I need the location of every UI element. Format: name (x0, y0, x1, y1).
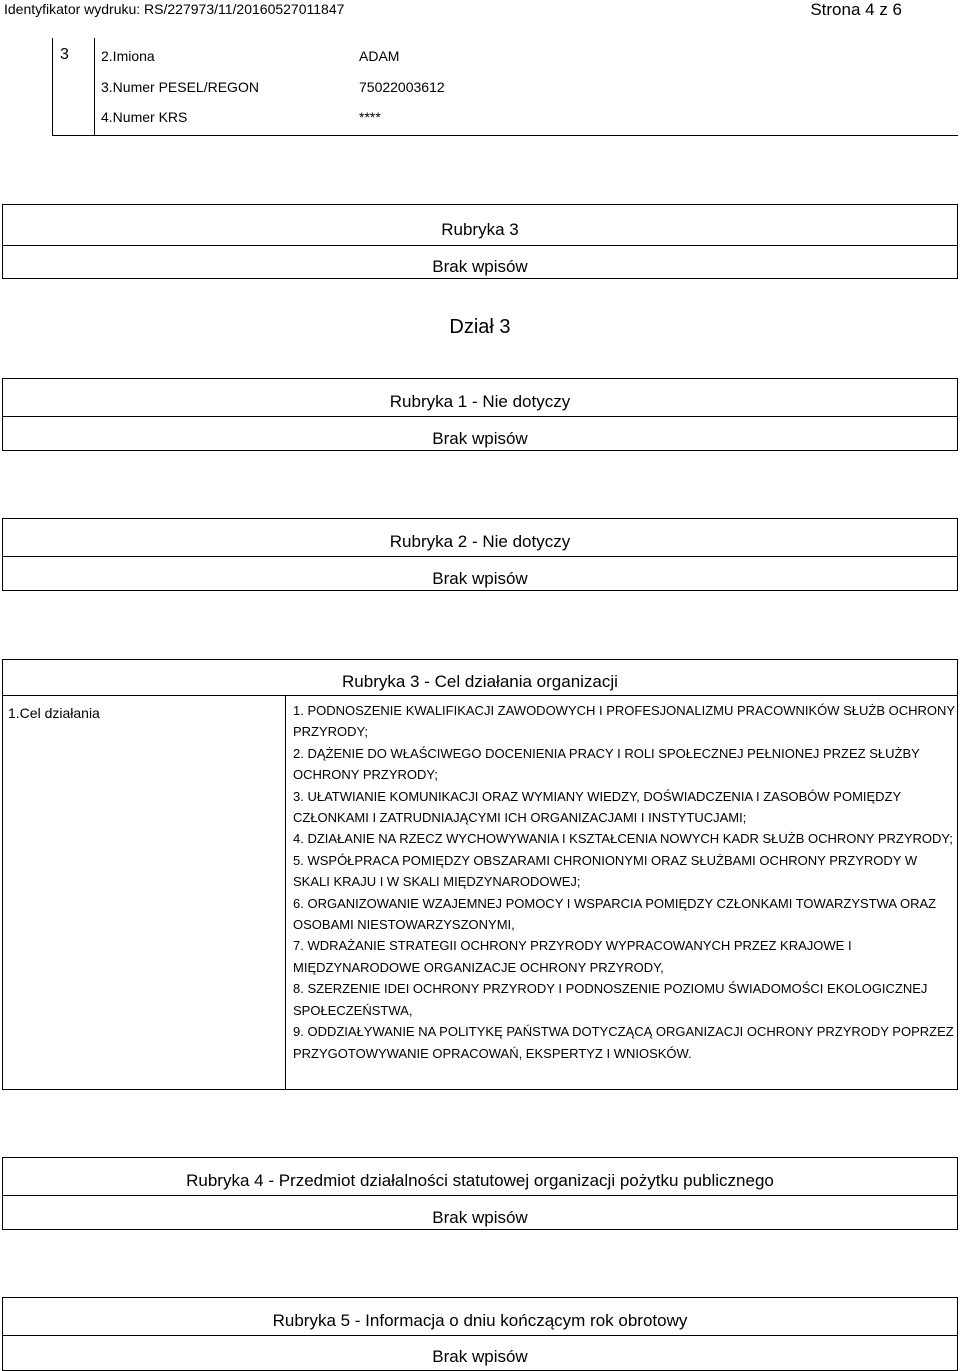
section-separator (3, 1335, 957, 1336)
section-rubryka-4 (2, 1157, 958, 1230)
person-label-names: 2.Imiona (101, 48, 155, 64)
section-separator (3, 416, 957, 417)
person-label-pesel: 3.Numer PESEL/REGON (101, 79, 259, 95)
section-separator (3, 1195, 957, 1196)
field-divider (285, 695, 286, 1089)
list-item: 1. PODNOSZENIE KWALIFIKACJI ZAWODOWYCH I PROFESJONALIZMU PRACOWNIKÓW SŁUŻB OCHRONY PRZYRODY; (293, 703, 955, 740)
list-item: 3. UŁATWIANIE KOMUNIKACJI ORAZ WYMIANY WIEDZY, DOŚWIADCZENIA I ZASOBÓW POMIĘDZY CZŁONKAMI I ZATRUDNIAJĄCYMI ICH ORGANIZACJAMI I INSTYTUCJAMI; (293, 788, 901, 826)
person-index: 3 (60, 46, 69, 63)
section-title: Rubryka 2 - Nie dotyczy (389, 532, 571, 551)
section-rubryka-1 (2, 378, 958, 451)
section-title: Rubryka 5 - Informacja o dniu kończącym rok obrotowy (272, 1311, 688, 1330)
empty-entries: Brak wpisów (432, 1347, 528, 1366)
field-label-cel: 1.Cel działania (8, 705, 100, 721)
empty-entries: Brak wpisów (432, 569, 528, 588)
section-rubryka-5 (2, 1297, 958, 1371)
page-number: Strona 4 z 6 (810, 0, 902, 19)
list-item: 7. WDRAŻANIE STRATEGII OCHRONY PRZYRODY WYPRACOWANYCH PRZEZ KRAJOWE I MIĘDZYNARODOWE ORGANIZACJE OCHRONY PRZYRODY, (293, 938, 852, 975)
section-title: Rubryka 4 - Przedmiot działalności statutowej organizacji pożytku publicznego (186, 1171, 774, 1190)
empty-entries: Brak wpisów (432, 429, 528, 448)
person-value-krs: **** (359, 109, 381, 125)
empty-entries: Brak wpisów (432, 257, 528, 276)
list-item: 2. DĄŻENIE DO WŁAŚCIWEGO DOCENIENIA PRACY I ROLI SPOŁECZNEJ PEŁNIONEJ PRZEZ SŁUŻBY OCHRONY PRZYRODY; (293, 745, 920, 783)
list-item: 4. DZIAŁANIE NA RZECZ WYCHOWYWANIA I KSZTAŁCENIA NOWYCH KADR SŁUŻB OCHRONY PRZYRODY; (293, 831, 953, 847)
list-item: 5. WSPÓŁPRACA POMIĘDZY OBSZARAMI CHRONIONYMI ORAZ SŁUŻBAMI OCHRONY PRZYRODY W SKALI KRAJU I W SKALI MIĘDZYNARODOWEJ; (293, 852, 918, 890)
list-item: 6. ORGANIZOWANIE WZAJEMNEJ POMOCY I WSPARCIA POMIĘDZY CZŁONKAMI TOWARZYSTWA ORAZ OSOBAMI NIESTOWARZYSZONYMI, (293, 895, 937, 933)
person-value-names: ADAM (359, 48, 400, 64)
section-rubryka-3 (2, 204, 958, 279)
list-item: 9. ODDZIAŁYWANIE NA POLITYKĘ PAŃSTWA DOTYCZĄCĄ ORGANIZACJI OCHRONY PRZYRODY POPRZEZ PRZYGOTOWYWANIE OPRACOWAŃ, EKSPERTYZ I WNIOSKÓW. (293, 1024, 954, 1061)
print-identifier: Identyfikator wydruku: RS/227973/11/20160527011847 (4, 1, 345, 17)
person-label-krs: 4.Numer KRS (101, 109, 188, 125)
section-separator (3, 556, 957, 557)
list-item: 8. SZERZENIE IDEI OCHRONY PRZYRODY I PODNOSZENIE POZIOMU ŚWIADOMOŚCI EKOLOGICZNEJ SPOŁECZEŃSTWA, (293, 981, 928, 1018)
section-cel-dzialania (2, 659, 958, 1090)
cel-dzialania-list (293, 700, 955, 1064)
dzial-title: Dział 3 (449, 316, 511, 338)
section-rubryka-2 (2, 518, 958, 591)
section-separator (3, 245, 957, 246)
print-header (0, 0, 960, 24)
section-title: Rubryka 3 (441, 220, 519, 239)
section-separator (3, 695, 957, 696)
person-value-pesel: 75022003612 (359, 79, 445, 95)
empty-entries: Brak wpisów (432, 1208, 528, 1227)
person-table (52, 38, 958, 136)
section-title: Rubryka 3 - Cel działania organizacji (342, 672, 618, 691)
person-divider (94, 38, 95, 135)
section-title: Rubryka 1 - Nie dotyczy (389, 392, 571, 411)
